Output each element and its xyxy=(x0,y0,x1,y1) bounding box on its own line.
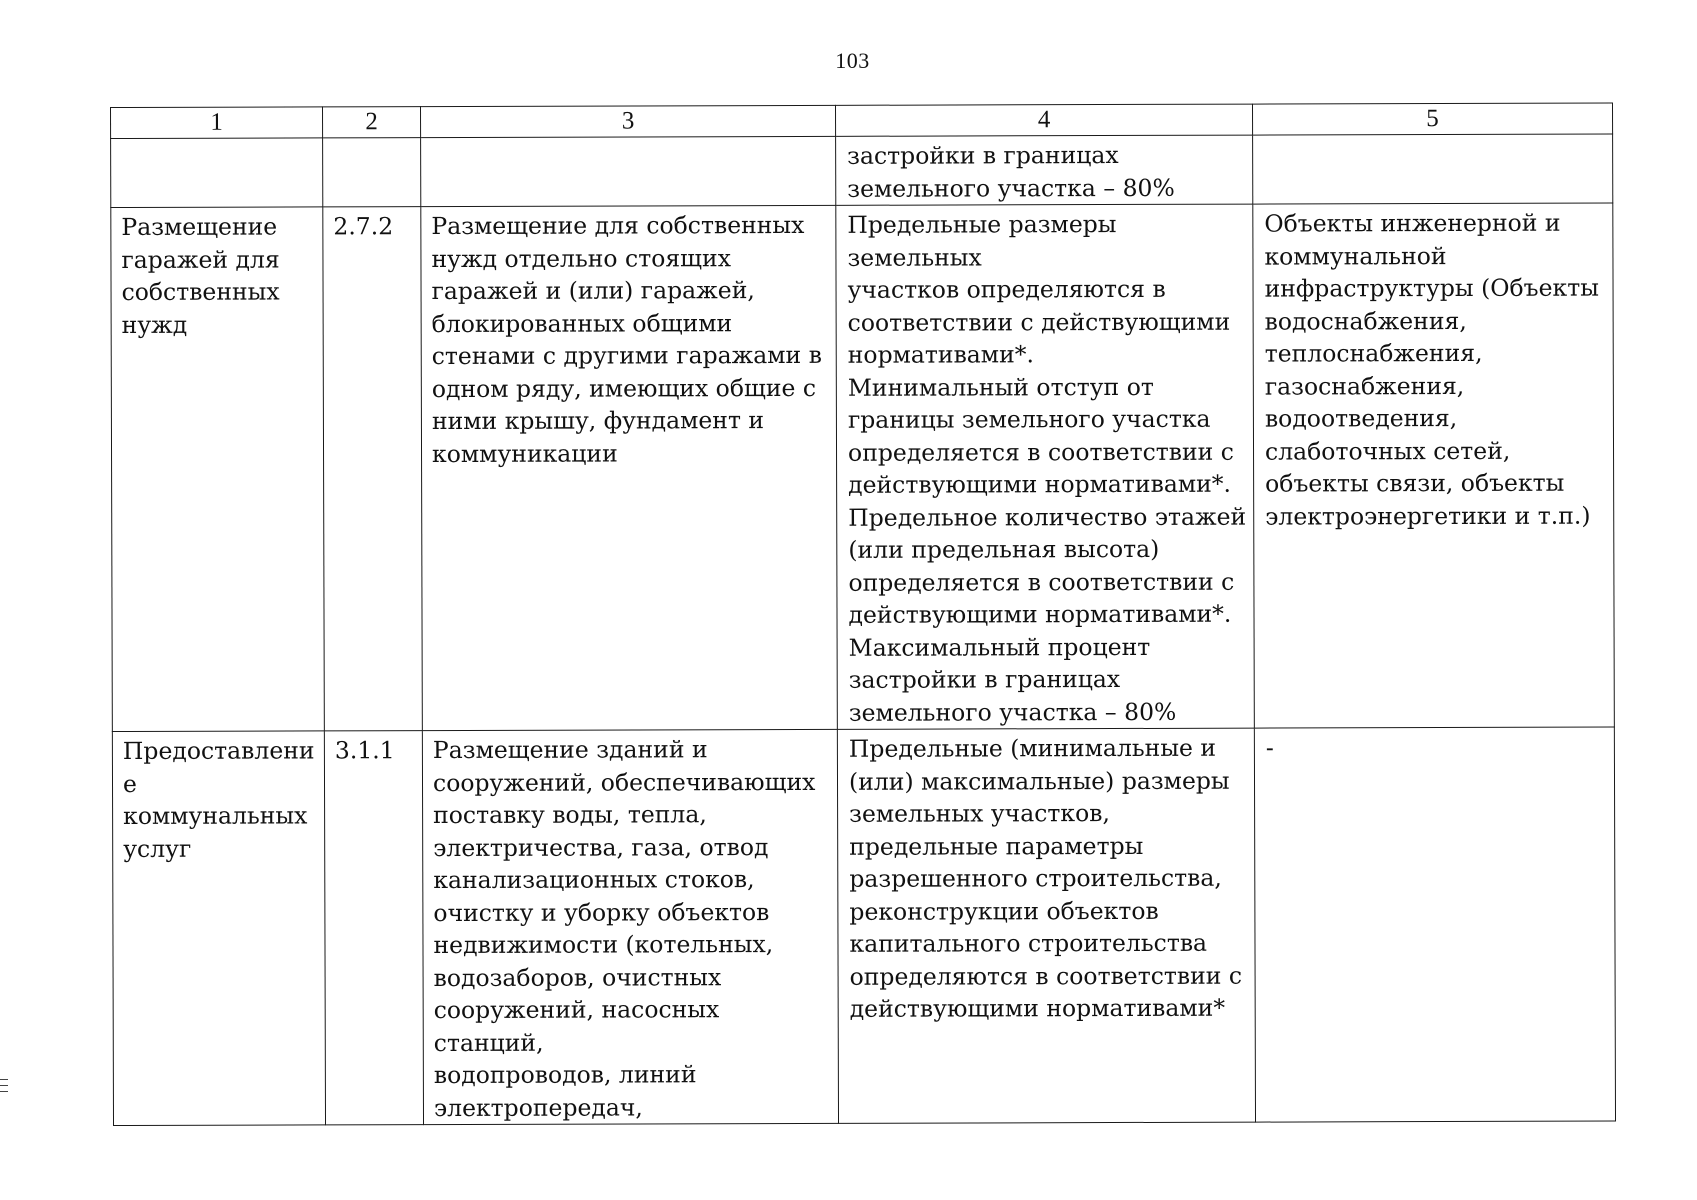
cell-continuation-code xyxy=(323,138,421,207)
cell-use-description: Размещение для собственных нужд отдельно стоящих гаражей и (или) гаражей, блокированных общими стенами с другими гаражами в одном ряду, имеющих общие с ними крышу, фундамент и коммуникации xyxy=(421,205,838,730)
cell-continuation-description xyxy=(421,136,836,206)
column-header-4: 4 xyxy=(835,104,1252,136)
column-header-3: 3 xyxy=(421,105,836,137)
land-use-table xyxy=(110,103,1616,1126)
cell-use-name: Предоставлени е коммунальных услуг xyxy=(112,731,325,1126)
table-header-row xyxy=(111,103,1613,138)
table-row xyxy=(112,727,1615,1125)
cell-use-code: 2.7.2 xyxy=(323,207,423,731)
column-header-2: 2 xyxy=(323,107,421,138)
cell-continuation-name xyxy=(111,138,323,208)
table-row xyxy=(111,203,1615,731)
cell-continuation-auxiliary xyxy=(1253,134,1613,204)
cell-use-description: Размещение зданий и сооружений, обеспечивающих поставку воды, тепла, электричества, газа, отвод канализационных стоков, очистку и уборку объектов недвижимости (котельных, водозаборов, очистных сооружений, насосных станций, водопроводов, линий электропередач, xyxy=(422,729,838,1124)
column-header-5: 5 xyxy=(1252,103,1612,135)
cell-use-parameters: Предельные размеры земельных участков определяются в соответствии с действующими нормативами*. Минимальный отступ от границы земельного участка определяется в соответствии с действующими нормативами*. Предельное количество этажей (или предельная высота) определяется в соответствии с действующими нормативами*. Максимальный процент застройки в границах земельного участка – 80% xyxy=(836,204,1255,729)
cell-use-name: Размещение гаражей для собственных нужд xyxy=(111,207,325,732)
cell-use-code: 3.1.1 xyxy=(324,731,423,1125)
page-number: 103 xyxy=(835,48,870,73)
column-header-1: 1 xyxy=(111,107,323,139)
cell-use-auxiliary: - xyxy=(1254,727,1615,1122)
table-row-continuation xyxy=(111,134,1613,207)
scan-margin-mark xyxy=(0,1079,8,1080)
scan-margin-mark xyxy=(0,1091,8,1092)
cell-use-auxiliary: Объекты инженерной и коммунальной инфраструктуры (Объекты водоснабжения, теплоснабжения, газоснабжения, водоотведения, слаботочных сетей, объекты связи, объекты электроэнергетики и т.п.) xyxy=(1253,203,1615,728)
scan-margin-mark xyxy=(0,1085,8,1086)
cell-use-parameters: Предельные (минимальные и (или) максимальные) размеры земельных участков, предельные параметры разрешенного строительства, реконструкции объектов капитального строительства определяются в соответствии с действующими нормативами* xyxy=(837,728,1255,1123)
cell-continuation-parameters: застройки в границах земельного участка – 80% xyxy=(836,135,1253,205)
